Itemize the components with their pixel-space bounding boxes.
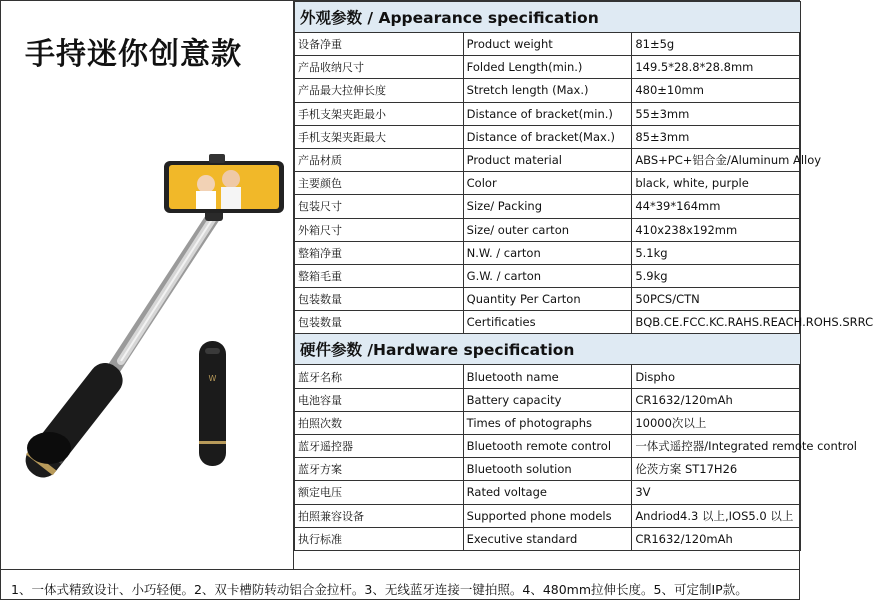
- spec-value: Andriod4.3 以上,IOS5.0 以上: [632, 504, 801, 527]
- spec-row: [295, 458, 801, 481]
- hardware-header: 硬件参数 /Hardware specification: [295, 334, 801, 365]
- spec-value: ABS+PC+铝合金/Aluminum Alloy: [632, 148, 801, 171]
- spec-row: [295, 148, 801, 171]
- spec-value: 149.5*28.8*28.8mm: [632, 56, 801, 79]
- selfie-stick-image: [19, 154, 284, 484]
- feature-footer: 1、一体式精致设计、小巧轻便。2、双卡槽防转动铝合金拉杆。3、无线蓝牙连接一键拍照。4、480mm拉伸长度。5、可定制IP款。: [1, 569, 799, 600]
- spec-label-en: Product weight: [463, 33, 632, 56]
- spec-label-cn: 手机支架夹距最小: [295, 102, 464, 125]
- product-title: 手持迷你创意款: [25, 37, 242, 72]
- spec-label-cn: 产品材质: [295, 148, 464, 171]
- spec-label-en: Certificaties: [463, 311, 632, 334]
- spec-label-en: Color: [463, 172, 632, 195]
- bluetooth-remote-image: [199, 341, 226, 466]
- spec-value: 5.9kg: [632, 264, 801, 287]
- spec-value: CR1632/120mAh: [632, 388, 801, 411]
- spec-row: [295, 311, 801, 334]
- spec-value: black, white, purple: [632, 172, 801, 195]
- spec-row: [295, 172, 801, 195]
- appearance-header: 外观参数 / Appearance specification: [295, 2, 801, 33]
- spec-value: 5.1kg: [632, 241, 801, 264]
- product-panel: [1, 1, 294, 569]
- spec-value: BQB.CE.FCC.KC.RAHS.REACH.ROHS.SRRC: [632, 311, 801, 334]
- spec-row: [295, 56, 801, 79]
- spec-label-en: Size/ outer carton: [463, 218, 632, 241]
- spec-label-cn: 产品收纳尺寸: [295, 56, 464, 79]
- spec-value: CR1632/120mAh: [632, 527, 801, 550]
- spec-row: [295, 288, 801, 311]
- spec-label-cn: 蓝牙遥控器: [295, 435, 464, 458]
- spec-label-en: Rated voltage: [463, 481, 632, 504]
- spec-table: [294, 1, 873, 551]
- spec-value: 伦茨方案 ST17H26: [632, 458, 801, 481]
- spec-label-cn: 外箱尺寸: [295, 218, 464, 241]
- spec-row: [295, 102, 801, 125]
- spec-label-cn: 包装数量: [295, 288, 464, 311]
- product-illustration: [1, 1, 294, 569]
- spec-label-cn: 拍照兼容设备: [295, 504, 464, 527]
- spec-label-cn: 蓝牙名称: [295, 365, 464, 388]
- spec-value: Dispho: [632, 365, 801, 388]
- spec-value: 10000次以上: [632, 411, 801, 434]
- spec-label-en: Stretch length (Max.): [463, 79, 632, 102]
- spec-label-en: Bluetooth name: [463, 365, 632, 388]
- spec-label-cn: 拍照次数: [295, 411, 464, 434]
- spec-row: [295, 218, 801, 241]
- spec-label-en: Supported phone models: [463, 504, 632, 527]
- spec-label-cn: 设备净重: [295, 33, 464, 56]
- spec-row: [295, 435, 801, 458]
- spec-table-panel: [294, 1, 873, 569]
- spec-label-cn: 额定电压: [295, 481, 464, 504]
- spec-label-cn: 包装尺寸: [295, 195, 464, 218]
- spec-row: [295, 125, 801, 148]
- spec-row: [295, 264, 801, 287]
- spec-row: [295, 411, 801, 434]
- hardware-header-row: [295, 334, 801, 365]
- spec-label-cn: 主要颜色: [295, 172, 464, 195]
- spec-label-en: Quantity Per Carton: [463, 288, 632, 311]
- spec-label-en: Size/ Packing: [463, 195, 632, 218]
- spec-label-cn: 电池容量: [295, 388, 464, 411]
- spec-value: 3V: [632, 481, 801, 504]
- spec-value: 50PCS/CTN: [632, 288, 801, 311]
- spec-label-en: Bluetooth remote control: [463, 435, 632, 458]
- spec-value: 44*39*164mm: [632, 195, 801, 218]
- spec-label-en: Distance of bracket(Max.): [463, 125, 632, 148]
- spec-label-cn: 手机支架夹距最大: [295, 125, 464, 148]
- remote-logo: W: [208, 374, 217, 383]
- spec-row: [295, 388, 801, 411]
- spec-label-cn: 整箱净重: [295, 241, 464, 264]
- spec-row: [295, 481, 801, 504]
- spec-value: 480±10mm: [632, 79, 801, 102]
- spec-label-en: Distance of bracket(min.): [463, 102, 632, 125]
- spec-label-en: Product material: [463, 148, 632, 171]
- spec-label-cn: 蓝牙方案: [295, 458, 464, 481]
- spec-label-en: Folded Length(min.): [463, 56, 632, 79]
- spec-row: [295, 195, 801, 218]
- spec-value: 85±3mm: [632, 125, 801, 148]
- spec-row: [295, 241, 801, 264]
- spec-label-en: N.W. / carton: [463, 241, 632, 264]
- spec-label-en: Bluetooth solution: [463, 458, 632, 481]
- spec-label-cn: 包装数量: [295, 311, 464, 334]
- spec-value: 81±5g: [632, 33, 801, 56]
- spec-value: 55±3mm: [632, 102, 801, 125]
- appearance-header-row: [295, 2, 801, 33]
- spec-label-cn: 执行标准: [295, 527, 464, 550]
- spec-label-en: Battery capacity: [463, 388, 632, 411]
- spec-label-en: G.W. / carton: [463, 264, 632, 287]
- spec-label-en: Times of photographs: [463, 411, 632, 434]
- spec-label-en: Executive standard: [463, 527, 632, 550]
- spec-value: 一体式遥控器/Integrated remote control: [632, 435, 801, 458]
- spec-label-cn: 产品最大拉伸长度: [295, 79, 464, 102]
- spec-row: [295, 33, 801, 56]
- spec-label-cn: 整箱毛重: [295, 264, 464, 287]
- spec-row: [295, 504, 801, 527]
- spec-value: 410x238x192mm: [632, 218, 801, 241]
- spec-row: [295, 365, 801, 388]
- spec-row: [295, 79, 801, 102]
- spec-row: [295, 527, 801, 550]
